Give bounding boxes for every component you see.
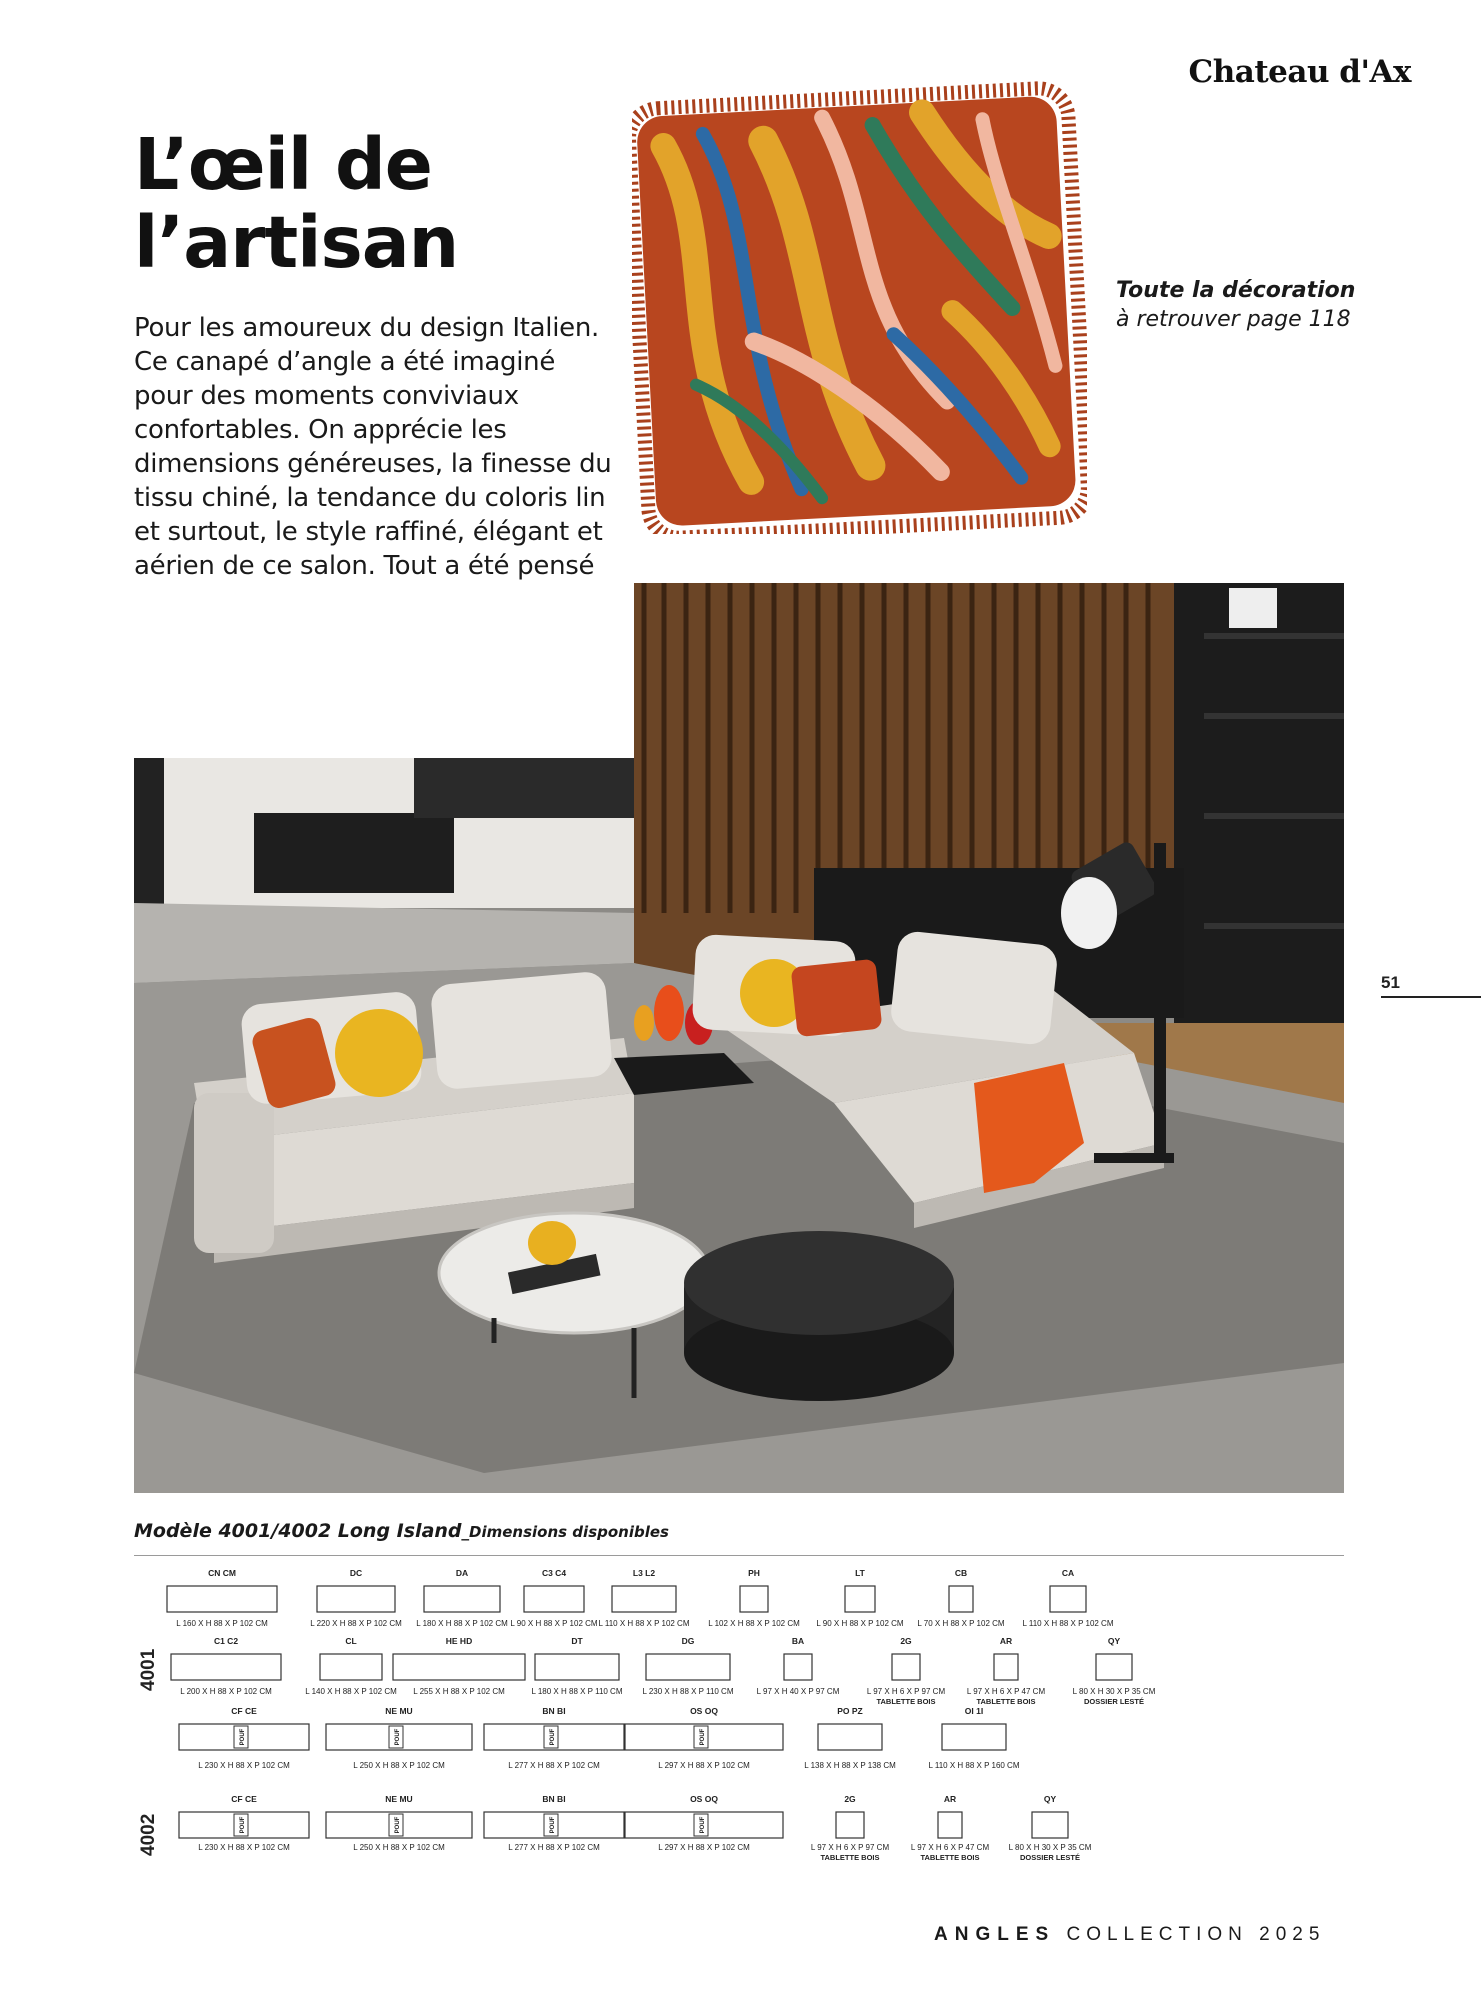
r4-shape-5 — [938, 1812, 962, 1838]
page-number: 51 — [1381, 973, 1400, 992]
r1-shape-8 — [1050, 1586, 1086, 1612]
r3-dim-5: L 110 X H 88 X P 160 CM — [928, 1761, 1020, 1770]
group-label-4002: 4002 — [138, 1813, 159, 1856]
page-number-rule — [1381, 996, 1481, 998]
title-line-1: L’œil de — [134, 123, 432, 206]
r1-shape-1 — [317, 1586, 395, 1612]
r2-dim-6: L 97 X H 6 X P 97 CM — [866, 1687, 946, 1696]
r4-pouf-label-3: POUF — [700, 1816, 706, 1834]
r4-codes-3: OS OQ — [690, 1794, 718, 1804]
r4-pouf-label-0: POUF — [240, 1816, 246, 1834]
r4-codes-0: CF CE — [231, 1794, 257, 1804]
r2-codes-3: DT — [571, 1636, 583, 1646]
r2-dim-2: L 255 X H 88 X P 102 CM — [413, 1687, 505, 1696]
r2-codes-6: 2G — [900, 1636, 912, 1646]
r2-codes-1: CL — [345, 1636, 357, 1646]
r1-codes-8: CA — [1061, 1568, 1075, 1578]
r3-dim-0: L 230 X H 88 X P 102 CM — [198, 1761, 290, 1770]
r4-dim-0: L 230 X H 88 X P 102 CM — [198, 1843, 290, 1852]
r3-shape-5 — [942, 1724, 1006, 1750]
brand-logo: Chateau d'Ax — [1188, 54, 1411, 90]
r4-codes-5: AR — [943, 1794, 957, 1804]
dims-row-4 — [179, 1794, 1092, 1862]
r2-codes-7: AR — [999, 1636, 1013, 1646]
r3-codes-0: CF CE — [231, 1706, 257, 1716]
r2-shape-7 — [994, 1654, 1018, 1680]
r1-dim-8: L 110 X H 88 X P 102 CM — [1022, 1619, 1114, 1628]
r2-extra-6: TABLETTE BOIS — [876, 1697, 936, 1706]
dims-row-1 — [167, 1568, 1114, 1628]
r2-codes-4: DG — [681, 1636, 695, 1646]
r3-dim-1: L 250 X H 88 X P 102 CM — [353, 1761, 445, 1770]
decoration-subtitle: à retrouver page 118 — [1116, 307, 1351, 332]
r1-codes-1: DC — [349, 1568, 363, 1578]
decoration-title: Toute la décoration — [1116, 278, 1356, 303]
r1-shape-2 — [424, 1586, 500, 1612]
r1-dim-2: L 180 X H 88 X P 102 CM — [416, 1619, 508, 1628]
r1-dim-0: L 160 X H 88 X P 102 CM — [176, 1619, 268, 1628]
r1-codes-6: LT — [855, 1568, 865, 1578]
r2-codes-8: QY — [1107, 1636, 1121, 1646]
r4-shape-6 — [1032, 1812, 1068, 1838]
r3-dim-2: L 277 X H 88 X P 102 CM — [508, 1761, 600, 1770]
r1-codes-0: CN CM — [208, 1568, 236, 1578]
r1-dim-5: L 102 X H 88 X P 102 CM — [708, 1619, 800, 1628]
r4-shape-4 — [836, 1812, 864, 1838]
decoration-note — [1116, 276, 1355, 334]
page-title — [134, 123, 459, 284]
footer-collection-year: COLLECTION 2025 — [1066, 1924, 1326, 1945]
r4-codes-6: QY — [1043, 1794, 1057, 1804]
r1-codes-3: C3 C4 — [541, 1568, 567, 1578]
section-divider — [134, 1555, 1344, 1556]
dimensions-diagram — [134, 1566, 1344, 1886]
r1-codes-5: PH — [748, 1568, 760, 1578]
r2-shape-2 — [393, 1654, 525, 1680]
r3-codes-1: NE MU — [385, 1706, 413, 1716]
group-label-4001: 4001 — [138, 1648, 159, 1691]
intro-paragraph: Pour les amoureux du design Italien. Ce canapé d’angle a été imaginé pour des moments conviviaux confortables. On apprécie les dimensions généreuses, la finesse du tissu chiné, la tendance du coloris lin et surtout, le style raffiné, élégant et aérien de ce salon. Tout a été pensé — [134, 313, 612, 581]
r1-shape-5 — [740, 1586, 768, 1612]
living-room-photo — [134, 583, 1344, 1493]
r2-shape-4 — [646, 1654, 730, 1680]
r1-dim-1: L 220 X H 88 X P 102 CM — [310, 1619, 402, 1628]
r3-dim-4: L 138 X H 88 X P 138 CM — [804, 1761, 896, 1770]
r3-pouf-label-3: POUF — [700, 1728, 706, 1746]
r4-dim-6: L 80 X H 30 X P 35 CM — [1008, 1843, 1092, 1852]
r2-dim-1: L 140 X H 88 X P 102 CM — [305, 1687, 397, 1696]
r2-dim-5: L 97 X H 40 X P 97 CM — [756, 1687, 840, 1696]
r1-shape-3 — [524, 1586, 584, 1612]
r2-codes-5: BA — [791, 1636, 805, 1646]
r3-pouf-label-1: POUF — [395, 1728, 401, 1746]
pillow-image — [632, 76, 1087, 534]
footer — [934, 1924, 1325, 1946]
r4-codes-4: 2G — [844, 1794, 856, 1804]
r4-dim-2: L 277 X H 88 X P 102 CM — [508, 1843, 600, 1852]
r1-dim-4: L 110 X H 88 X P 102 CM — [598, 1619, 690, 1628]
r2-dim-3: L 180 X H 88 X P 110 CM — [531, 1687, 623, 1696]
r3-codes-2: BN BI — [542, 1706, 566, 1716]
r4-dim-3: L 297 X H 88 X P 102 CM — [658, 1843, 750, 1852]
r4-dim-4: L 97 X H 6 X P 97 CM — [810, 1843, 890, 1852]
r2-dim-8: L 80 X H 30 X P 35 CM — [1072, 1687, 1156, 1696]
model-name: Modèle 4001/4002 Long Island — [134, 1520, 462, 1542]
r2-shape-6 — [892, 1654, 920, 1680]
r3-pouf-label-0: POUF — [240, 1728, 246, 1746]
r2-codes-0: C1 C2 — [213, 1636, 239, 1646]
r4-extra-6: DOSSIER LESTÉ — [1019, 1853, 1081, 1862]
model-heading — [134, 1520, 669, 1542]
r1-codes-2: DA — [455, 1568, 469, 1578]
model-suffix: _Dimensions disponibles — [461, 1523, 669, 1541]
r4-codes-1: NE MU — [385, 1794, 413, 1804]
r2-dim-0: L 200 X H 88 X P 102 CM — [180, 1687, 272, 1696]
r3-codes-5: OI 1I — [964, 1706, 984, 1716]
r3-dim-3: L 297 X H 88 X P 102 CM — [658, 1761, 750, 1770]
r1-codes-7: CB — [954, 1568, 968, 1578]
r4-extra-5: TABLETTE BOIS — [920, 1853, 980, 1862]
r4-dim-1: L 250 X H 88 X P 102 CM — [353, 1843, 445, 1852]
r3-codes-3: OS OQ — [690, 1706, 718, 1716]
r4-extra-4: TABLETTE BOIS — [820, 1853, 880, 1862]
title-line-2: l’artisan — [134, 201, 459, 284]
r2-dim-7: L 97 X H 6 X P 47 CM — [966, 1687, 1046, 1696]
r1-shape-4 — [612, 1586, 676, 1612]
r1-shape-0 — [167, 1586, 277, 1612]
r4-pouf-label-2: POUF — [550, 1816, 556, 1834]
r2-shape-3 — [535, 1654, 619, 1680]
r1-dim-3: L 90 X H 88 X P 102 CM — [510, 1619, 598, 1628]
footer-collection-name: ANGLES — [934, 1924, 1056, 1945]
r4-dim-5: L 97 X H 6 X P 47 CM — [910, 1843, 990, 1852]
r3-codes-4: PO PZ — [837, 1706, 863, 1716]
r2-codes-2: HE HD — [445, 1636, 473, 1646]
r2-extra-7: TABLETTE BOIS — [976, 1697, 1036, 1706]
r1-shape-7 — [949, 1586, 973, 1612]
r3-shape-4 — [818, 1724, 882, 1750]
r1-codes-4: L3 L2 — [632, 1568, 656, 1578]
r4-pouf-label-1: POUF — [395, 1816, 401, 1834]
r3-pouf-label-2: POUF — [550, 1728, 556, 1746]
r2-shape-1 — [320, 1654, 382, 1680]
r2-extra-8: DOSSIER LESTÉ — [1083, 1697, 1145, 1706]
r2-shape-5 — [784, 1654, 812, 1680]
dims-row-2 — [171, 1636, 1156, 1706]
r2-dim-4: L 230 X H 88 X P 110 CM — [642, 1687, 734, 1696]
r2-shape-8 — [1096, 1654, 1132, 1680]
dims-row-3 — [179, 1706, 1020, 1770]
r4-codes-2: BN BI — [542, 1794, 566, 1804]
r1-dim-7: L 70 X H 88 X P 102 CM — [917, 1619, 1005, 1628]
r1-dim-6: L 90 X H 88 X P 102 CM — [816, 1619, 904, 1628]
r1-shape-6 — [845, 1586, 875, 1612]
r2-shape-0 — [171, 1654, 281, 1680]
